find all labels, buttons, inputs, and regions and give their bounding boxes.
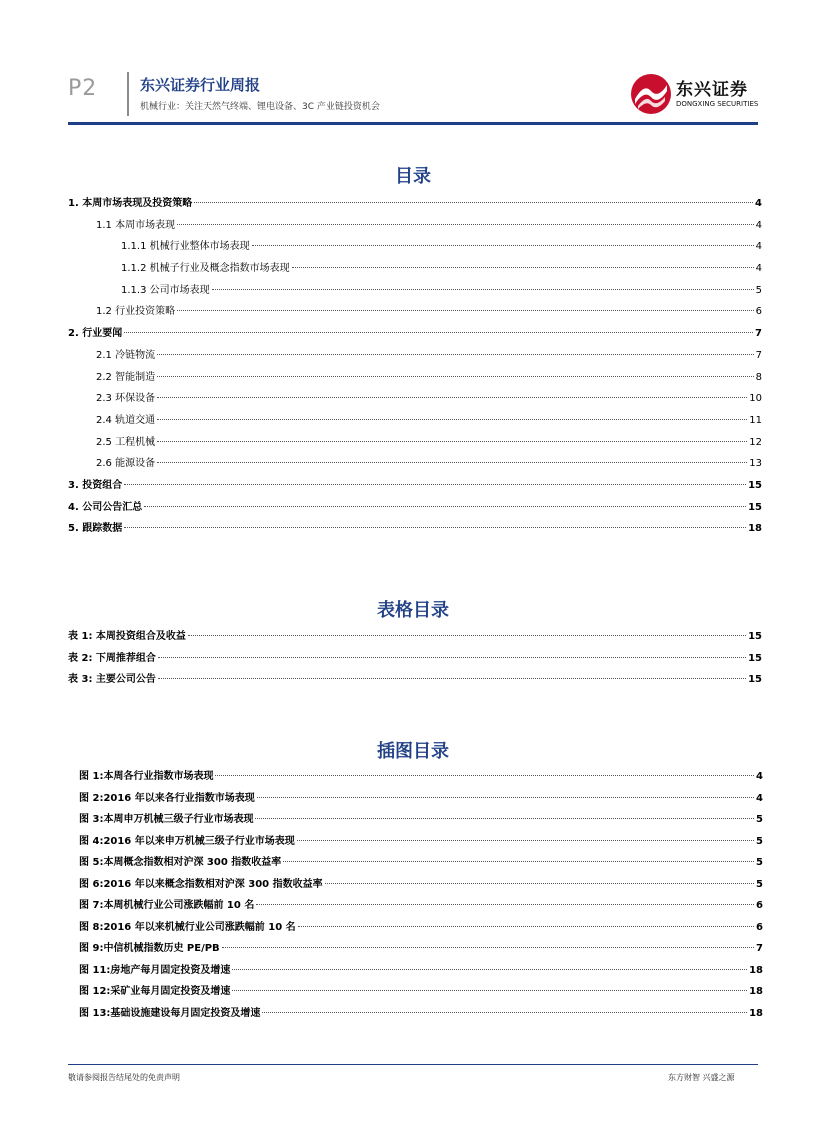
toc-entry[interactable]	[68, 476, 762, 498]
company-slogan: 东方财智 兴盛之源	[668, 1073, 735, 1082]
toc-entry[interactable]	[68, 498, 762, 520]
figure-entry-label: 图 2:2016 年以来各行业指数市场表现	[79, 792, 255, 804]
toc-entry-label: 2.3 环保设备	[96, 393, 156, 405]
toc-entry-page: 4	[755, 219, 762, 231]
toc-entry-label: 2.6 能源设备	[96, 458, 156, 470]
figure-entry-label: 图 3:本周申万机械三级子行业市场表现	[79, 814, 254, 825]
figure-entry[interactable]	[79, 939, 763, 961]
dot-leader	[252, 245, 754, 246]
figure-entry[interactable]	[79, 918, 763, 940]
toc-entry-page: 13	[749, 458, 762, 470]
company-logo	[630, 73, 758, 115]
table-entry[interactable]	[68, 670, 762, 692]
figure-entry-label: 图 12:采矿业每月固定投资及增速	[79, 986, 231, 997]
footer-rule	[68, 1064, 758, 1065]
figure-entry[interactable]	[79, 875, 763, 897]
dot-leader	[177, 224, 754, 225]
table-entry-page: 15	[748, 674, 762, 686]
dot-leader	[158, 678, 746, 679]
figure-entry-page: 18	[749, 1007, 763, 1019]
table-entry-page: 15	[748, 652, 762, 664]
dot-leader	[212, 289, 754, 290]
table-list	[68, 627, 762, 692]
header-rule	[68, 122, 758, 125]
toc-entry[interactable]	[68, 519, 762, 541]
toc-entry-label: 2. 行业要闻	[68, 328, 123, 340]
dot-leader	[157, 462, 747, 463]
toc-entry-page: 15	[748, 501, 762, 513]
dot-leader	[157, 376, 754, 377]
toc-entry-label: 2.2 智能制造	[96, 371, 156, 383]
dot-leader	[222, 947, 754, 948]
toc-entry-label: 3. 投资组合	[68, 479, 123, 491]
toc-entry[interactable]	[68, 259, 762, 281]
dot-leader	[124, 527, 746, 528]
toc-entry-label: 5. 跟踪数据	[68, 523, 123, 535]
toc-entry[interactable]	[68, 433, 762, 455]
toc-entry-page: 10	[749, 393, 762, 405]
report-title: 东兴证券行业周报	[140, 76, 261, 94]
toc-entry-page: 4	[755, 241, 762, 253]
dot-leader	[292, 267, 754, 268]
toc-entry[interactable]	[68, 194, 762, 216]
table-entry-label: 表 1: 本周投资组合及收益	[68, 631, 186, 642]
figure-entry[interactable]	[79, 982, 763, 1004]
header-divider	[127, 72, 129, 116]
figure-entry-label: 图 8:2016 年以来机械行业公司涨跌幅前 10 名	[79, 921, 296, 933]
dot-leader	[144, 506, 746, 507]
dot-leader	[215, 775, 754, 776]
toc-entry-label: 2.1 冷链物流	[96, 349, 156, 361]
figure-entry[interactable]	[79, 1004, 763, 1026]
toc-entry-label: 1.1.1 机械行业整体市场表现	[121, 241, 250, 253]
toc-entry-page: 18	[748, 523, 762, 535]
toc-entry-page: 5	[755, 284, 762, 296]
toc-entry[interactable]	[68, 411, 762, 433]
dot-leader	[157, 397, 747, 398]
figure-entry-label: 图 1:本周各行业指数市场表现	[79, 771, 214, 782]
toc-title: 目录	[395, 166, 431, 187]
toc-entry[interactable]	[68, 454, 762, 476]
figure-entry-label: 图 7:本周机械行业公司涨跌幅前 10 名	[79, 900, 255, 911]
toc-entry-page: 15	[748, 479, 762, 491]
toc-list	[68, 194, 762, 541]
dot-leader	[157, 419, 747, 420]
toc-entry-label: 4. 公司公告汇总	[68, 501, 143, 513]
toc-entry[interactable]	[68, 281, 762, 303]
dot-leader	[194, 202, 753, 203]
disclaimer-note: 敬请参阅报告结尾处的免责声明	[68, 1073, 180, 1082]
figure-entry[interactable]	[79, 810, 763, 832]
toc-entry-page: 7	[755, 349, 762, 361]
figure-list	[79, 767, 763, 1025]
dot-leader	[157, 441, 747, 442]
table-entry[interactable]	[68, 627, 762, 649]
figure-entry-page: 5	[756, 878, 763, 890]
figure-entry-page: 4	[756, 792, 763, 804]
table-list-title: 表格目录	[377, 600, 449, 621]
toc-entry-label: 1.1.2 机械子行业及概念指数市场表现	[121, 263, 290, 275]
toc-entry-page: 4	[755, 263, 762, 275]
figure-entry[interactable]	[79, 853, 763, 875]
toc-entry-label: 2.4 轨道交通	[96, 414, 156, 426]
figure-entry-label: 图 6:2016 年以来概念指数相对沪深 300 指数收益率	[79, 878, 323, 890]
figure-entry[interactable]	[79, 767, 763, 789]
toc-entry-page: 4	[755, 198, 762, 209]
figure-entry-label: 图 9:中信机械指数历史 PE/PB	[79, 943, 220, 954]
toc-entry-page: 11	[749, 414, 762, 426]
figure-entry[interactable]	[79, 896, 763, 918]
table-entry-page: 15	[748, 631, 762, 642]
toc-entry[interactable]	[68, 324, 762, 346]
dot-leader	[256, 904, 754, 905]
table-entry-label: 表 3: 主要公司公告	[68, 674, 156, 686]
toc-entry[interactable]	[68, 368, 762, 390]
toc-entry-label: 1.1 本周市场表现	[96, 219, 176, 231]
toc-entry-label: 1.2 行业投资策略	[96, 306, 176, 318]
figure-entry-page: 4	[756, 771, 763, 782]
page-number: P2	[68, 76, 98, 101]
figure-entry-label: 图 4:2016 年以来申万机械三级子行业市场表现	[79, 835, 295, 847]
table-entry[interactable]	[68, 649, 762, 671]
toc-entry-page: 7	[755, 328, 762, 340]
toc-entry[interactable]	[68, 237, 762, 259]
dot-leader	[255, 818, 754, 819]
figure-entry[interactable]	[79, 832, 763, 854]
figure-entry-page: 5	[756, 857, 763, 868]
figure-list-title: 插图目录	[377, 741, 449, 762]
dot-leader	[262, 1012, 747, 1013]
dot-leader	[325, 883, 754, 884]
toc-entry-label: 1.1.3 公司市场表现	[121, 284, 210, 296]
figure-entry-label: 图 13:基础设施建设每月固定投资及增速	[79, 1007, 261, 1019]
dot-leader	[188, 635, 746, 636]
figure-entry[interactable]	[79, 961, 763, 983]
dot-leader	[124, 332, 753, 333]
figure-entry-page: 6	[756, 921, 763, 933]
dot-leader	[283, 861, 754, 862]
toc-entry-label: 2.5 工程机械	[96, 436, 156, 448]
toc-entry-page: 12	[749, 436, 762, 448]
toc-entry[interactable]	[68, 346, 762, 368]
toc-entry-page: 8	[755, 371, 762, 383]
figure-entry-page: 6	[756, 900, 763, 911]
figure-entry-page: 5	[756, 814, 763, 825]
figure-entry[interactable]	[79, 789, 763, 811]
toc-entry[interactable]	[68, 302, 762, 324]
toc-entry-page: 6	[755, 306, 762, 318]
figure-entry-label: 图 5:本周概念指数相对沪深 300 指数收益率	[79, 857, 282, 868]
figure-entry-label: 图 11:房地产每月固定投资及增速	[79, 964, 231, 976]
figure-entry-page: 5	[756, 835, 763, 847]
logo-mark-icon	[630, 73, 672, 115]
figure-entry-page: 18	[749, 986, 763, 997]
dot-leader	[298, 926, 754, 927]
dot-leader	[257, 797, 754, 798]
dot-leader	[232, 990, 747, 991]
toc-entry-label: 1. 本周市场表现及投资策略	[68, 198, 193, 209]
table-entry-label: 表 2: 下周推荐组合	[68, 652, 156, 664]
toc-entry[interactable]	[68, 389, 762, 411]
dot-leader	[124, 484, 746, 485]
dot-leader	[297, 840, 754, 841]
dot-leader	[177, 310, 754, 311]
dot-leader	[157, 354, 754, 355]
figure-entry-page: 18	[749, 964, 763, 976]
dot-leader	[158, 657, 746, 658]
dot-leader	[232, 969, 747, 970]
figure-entry-page: 7	[756, 943, 763, 954]
logo-name: 东兴证券	[676, 80, 748, 100]
logo-english-name: DONGXING SECURITIES	[676, 100, 759, 108]
report-subtitle: 机械行业：关注天然气终端、锂电设备、3C 产业链投资机会	[140, 102, 380, 112]
toc-entry[interactable]	[68, 216, 762, 238]
